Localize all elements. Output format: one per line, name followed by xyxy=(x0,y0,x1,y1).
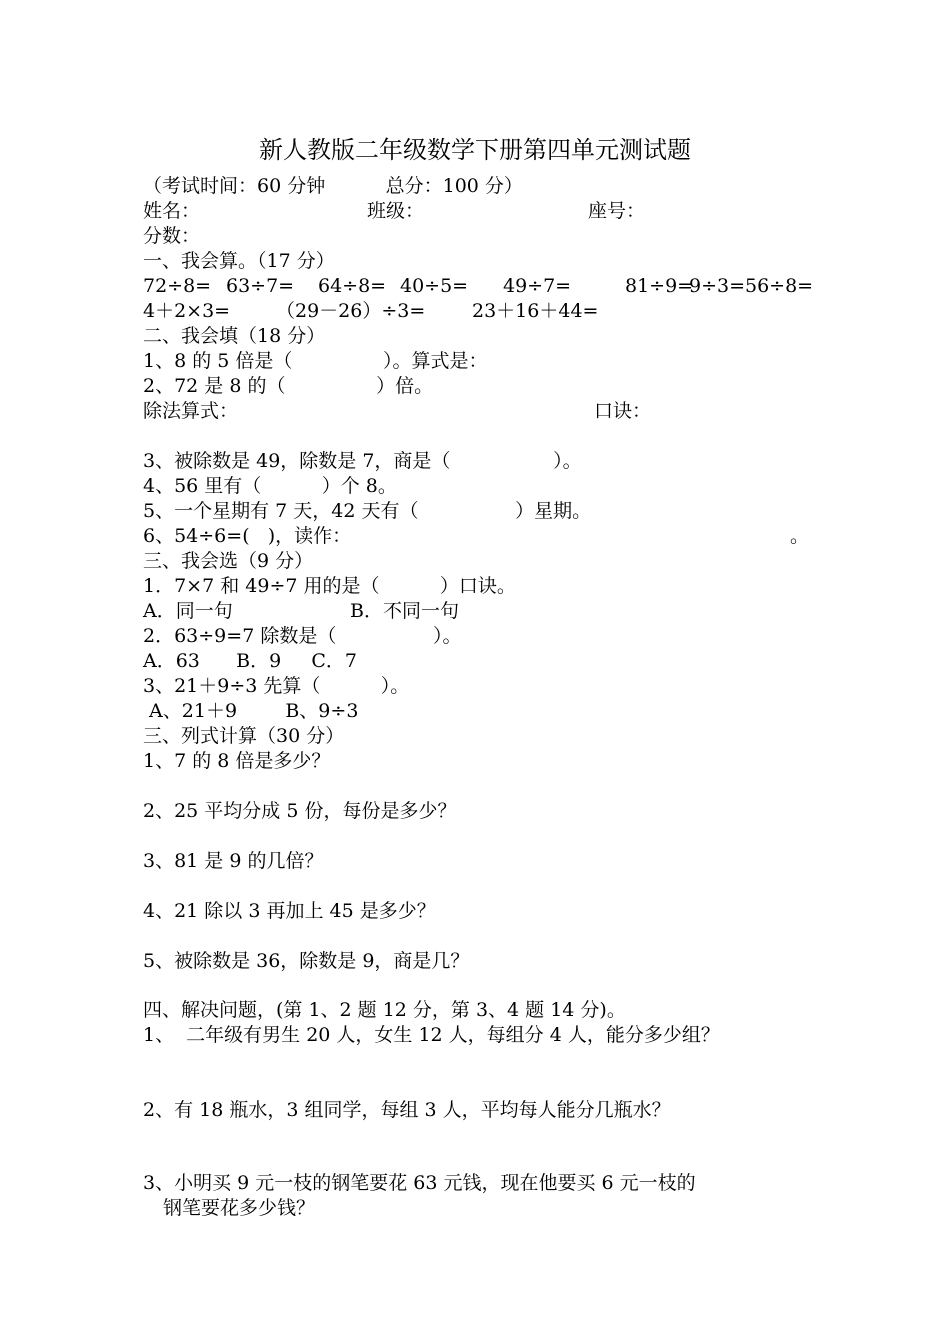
section3-heading: 三、我会选（9 分） xyxy=(143,550,314,572)
word-problem: 1、 二年级有男生 20 人，女生 12 人，每组分 4 人，能分多少组？ xyxy=(143,1024,720,1046)
choice-question: 2．63÷9=7 除数是（ ）。 xyxy=(143,625,462,647)
calc-item: 4＋2×3= xyxy=(143,300,231,322)
calc-question: 4、21 除以 3 再加上 45 是多少？ xyxy=(143,900,436,922)
section1-heading: 一、我会算。（17 分） xyxy=(143,250,335,272)
division-label: 除法算式： xyxy=(143,400,239,422)
calc-item: 40÷5= xyxy=(400,275,469,297)
rhyme-label: 口诀： xyxy=(594,400,652,422)
exam-info: （考试时间：60 分钟 总分：100 分） xyxy=(143,175,523,197)
calc-item: 64÷8= xyxy=(318,275,387,297)
class-label: 班级： xyxy=(367,200,425,222)
choice-question: 1．7×7 和 49÷7 用的是（ ）口诀。 xyxy=(143,575,516,597)
calc-item: 23＋16＋44= xyxy=(472,300,599,322)
section5-heading: 四、解决问题，(第 1、2 题 12 分，第 3、4 题 14 分)。 xyxy=(143,999,626,1021)
section2-heading: 二、我会填（18 分） xyxy=(143,325,326,347)
score-label: 分数： xyxy=(143,225,201,247)
calc-item: 9÷3= xyxy=(689,275,746,297)
name-label: 姓名： xyxy=(143,200,201,222)
calc-question: 3、81 是 9 的几倍？ xyxy=(143,850,324,872)
calc-question: 1、7 的 8 倍是多少？ xyxy=(143,750,331,772)
fill-question: 1、8 的 5 倍是（ ）。算式是： xyxy=(143,350,488,372)
choice-options: A、21＋9 B、9÷3 xyxy=(143,700,359,722)
calc-item: 56÷8= xyxy=(745,275,814,297)
period-mark: 。 xyxy=(790,525,810,547)
choice-option: B．不同一句 xyxy=(350,600,459,622)
calc-question: 2、25 平均分成 5 份，每份是多少？ xyxy=(143,800,457,822)
page-title: 新人教版二年级数学下册第四单元测试题 xyxy=(259,136,691,164)
seat-label: 座号： xyxy=(588,200,646,222)
fill-question: 5、一个星期有 7 天，42 天有（ ）星期。 xyxy=(143,500,592,522)
section4-heading: 三、列式计算（30 分） xyxy=(143,725,345,747)
word-problem: 2、有 18 瓶水，3 组同学，每组 3 人，平均每人能分几瓶水？ xyxy=(143,1099,671,1121)
fill-question: 2、72 是 8 的（ ）倍。 xyxy=(143,375,434,397)
calc-item: 49÷7= xyxy=(503,275,572,297)
word-problem-continued: 钢笔要花多少钱？ xyxy=(163,1197,316,1219)
choice-options: A．63 B．9 C．7 xyxy=(143,650,358,672)
calc-item: 81÷9= xyxy=(625,275,694,297)
choice-question: 3、21＋9÷3 先算（ ）。 xyxy=(143,675,410,697)
fill-question: 4、56 里有（ ）个 8。 xyxy=(143,475,397,497)
fill-question: 6、54÷6=( )，读作： xyxy=(143,525,352,547)
word-problem: 3、小明买 9 元一枝的钢笔要花 63 元钱，现在他要买 6 元一枝的 xyxy=(143,1172,696,1194)
fill-question: 3、被除数是 49，除数是 7，商是（ ）。 xyxy=(143,450,582,472)
calc-item: （29－26）÷3= xyxy=(276,300,426,322)
calc-item: 72÷8= xyxy=(143,275,212,297)
choice-option: A．同一句 xyxy=(143,600,233,622)
calc-question: 5、被除数是 36，除数是 9，商是几？ xyxy=(143,950,470,972)
calc-item: 63÷7= xyxy=(226,275,295,297)
